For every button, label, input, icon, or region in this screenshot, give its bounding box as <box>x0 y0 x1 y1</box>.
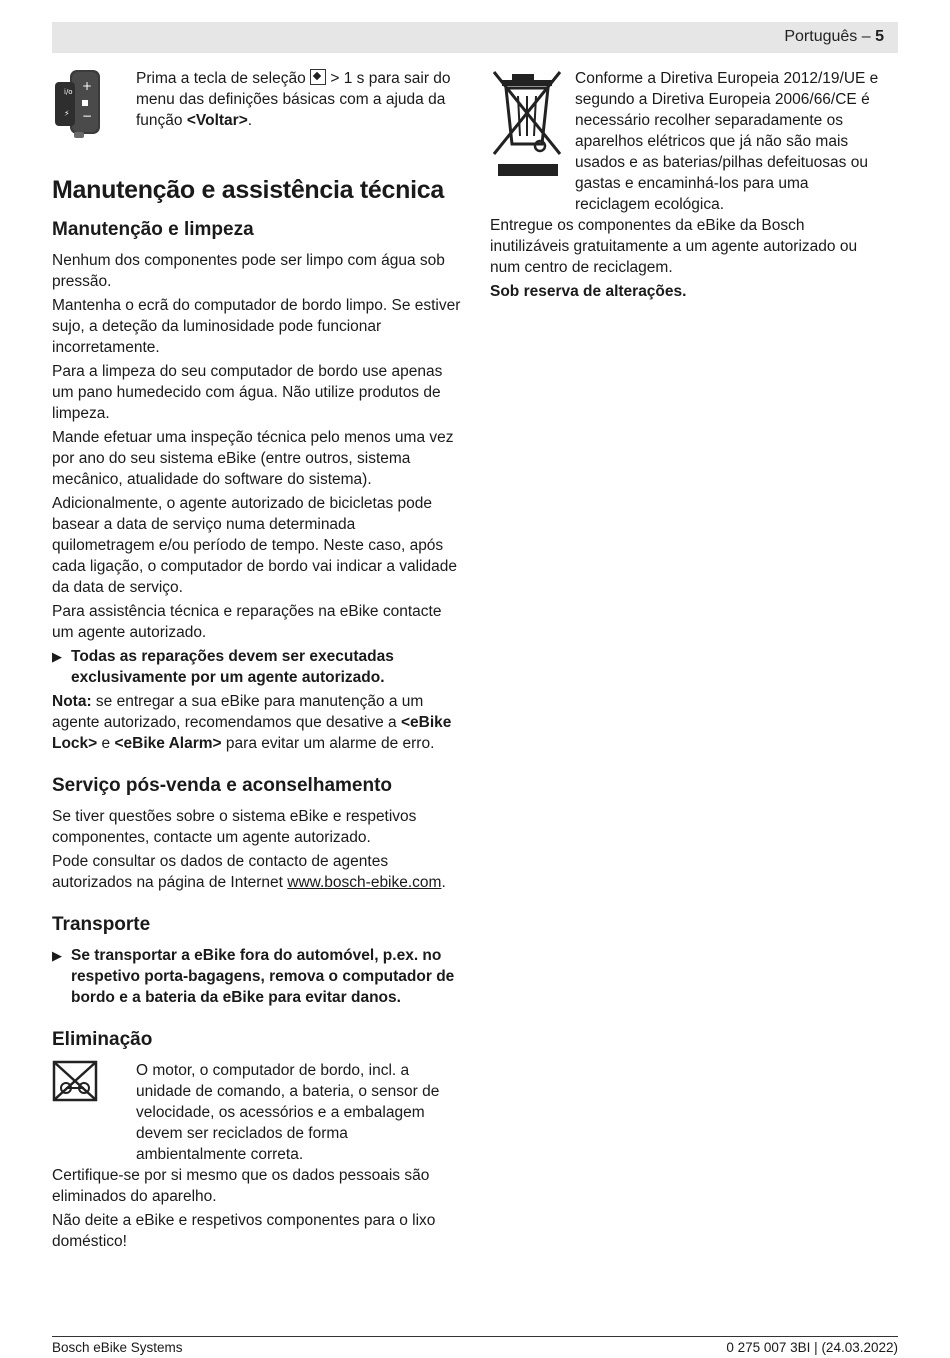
intro-text <box>136 68 462 131</box>
header-language: Português – <box>784 28 876 45</box>
paragraph: Adicionalmente, o agente autorizado de bicicletas pode basear a data de serviço numa determinada quilometragem e/ou período de tempo. Neste caso, após cada ligação, o computador de bordo vai indicar a validade da data de serviço. <box>52 495 457 596</box>
note-paragraph <box>52 691 462 754</box>
maintenance-heading: Manutenção e limpeza <box>52 219 254 240</box>
page-header <box>52 22 898 53</box>
footer-divider <box>52 1336 898 1337</box>
weee-text: Conforme a Diretiva Europeia 2012/19/UE e segundo a Diretiva Europeia 2006/66/CE é necessário recolher separadamente os aparelhos elétricos que já não são mais usados e as baterias/pilhas defeituosas ou gastas e encaminhá-los para uma reciclagem ecológica. <box>575 70 879 213</box>
paragraph: Nenhum dos componentes pode ser limpo com água sob pressão. <box>52 252 445 290</box>
triangle-bullet-icon: ▶ <box>52 948 62 963</box>
note-text: para evitar um alarme de erro. <box>221 735 435 752</box>
transport-heading: Transporte <box>52 914 151 935</box>
paragraph: Mande efetuar uma inspeção técnica pelo menos uma vez por ano do seu sistema eBike (entre outros, sistema mecânico, atualidade do software do sistema). <box>52 429 454 488</box>
back-function: <Voltar> <box>186 112 248 129</box>
paragraph <box>52 851 462 893</box>
ebike-lock: <eBike Lock> <box>52 714 452 752</box>
footer-company: Bosch eBike Systems <box>52 1340 183 1355</box>
intro-block <box>52 68 462 146</box>
triangle-bullet-icon: ▶ <box>52 649 62 664</box>
note-label: Nota: <box>52 693 92 710</box>
paragraph: Se tiver questões sobre o sistema eBike e respetivos componentes, contacte um agente autorizado. <box>52 808 417 846</box>
contact-end: . <box>441 874 446 891</box>
left-column <box>52 68 462 1255</box>
disposal-icon-text: O motor, o computador de bordo, incl. a unidade de comando, a bateria, o sensor de velocidade, os acessórios e a embalagem devem ser reciclados de forma ambientalmente correta. <box>136 1062 440 1163</box>
paragraph: Para assistência técnica e reparações na eBike contacte um agente autorizado. <box>52 603 442 641</box>
bullet-text: Todas as reparações devem ser executadas exclusivamente por um agente autorizado. <box>71 648 394 686</box>
intro-text-b: > 1 s para sair do menu das definições básicas com a ajuda da função <box>136 70 451 129</box>
section-heading: Manutenção e assistência técnica <box>52 176 444 204</box>
no-household-waste-icon <box>52 1060 98 1102</box>
website-link[interactable]: www.bosch-ebike.com <box>287 874 442 891</box>
weee-block <box>490 68 885 215</box>
header-title <box>784 28 884 46</box>
paragraph: Certifique-se por si mesmo que os dados pessoais são eliminados do aparelho. <box>52 1167 430 1205</box>
svg-text:+: + <box>82 79 93 93</box>
service-heading: Serviço pós-venda e aconselhamento <box>52 775 393 796</box>
reserve-note <box>490 281 885 302</box>
paragraph: Entregue os componentes da eBike da Bosch inutilizáveis gratuitamente a um agente autorizado ou num centro de reciclagem. <box>490 217 858 276</box>
control-unit-icon <box>52 68 102 140</box>
contact-text: Pode consultar os dados de contacto de agentes autorizados na página de Internet <box>52 853 389 891</box>
transport-bullet <box>52 945 462 1008</box>
disposal-heading: Eliminação <box>52 1029 153 1050</box>
paragraph: Mantenha o ecrã do computador de bordo limpo. Se estiver sujo, a deteção da luminosidade pode funcionar incorretamente. <box>52 297 461 356</box>
disposal-block <box>52 1060 462 1165</box>
crossed-bin-icon <box>490 68 564 180</box>
intro-end: . <box>247 112 253 129</box>
select-key-icon <box>310 69 326 85</box>
note-text: se entregar a sua eBike para manutenção a um agente autorizado, recomendamos que desative a <box>52 693 424 731</box>
bullet-text: Se transportar a eBike fora do automóvel, p.ex. no respetivo porta-bagagens, remova o computador de bordo e a bateria da eBike para evitar danos. <box>71 947 455 1006</box>
warning-bullet <box>52 646 462 688</box>
svg-text:⚡: ⚡ <box>64 109 70 118</box>
svg-text:i/o: i/o <box>64 88 73 96</box>
ebike-alarm: <eBike Alarm> <box>114 735 222 752</box>
right-column <box>490 68 885 305</box>
footer-doc-id: 0 275 007 3BI | (24.03.2022) <box>726 1340 898 1355</box>
intro-text-a: Prima a tecla de seleção <box>136 70 311 87</box>
svg-text:−: − <box>82 109 93 123</box>
paragraph: Não deite a eBike e respetivos componentes para o lixo doméstico! <box>52 1212 436 1250</box>
reserve-text: Sob reserva de alterações. <box>490 283 687 300</box>
note-text: e <box>97 735 115 752</box>
paragraph: Para a limpeza do seu computador de bordo use apenas um pano humedecido com água. Não utilize produtos de limpeza. <box>52 363 443 422</box>
page-number: 5 <box>875 28 884 45</box>
